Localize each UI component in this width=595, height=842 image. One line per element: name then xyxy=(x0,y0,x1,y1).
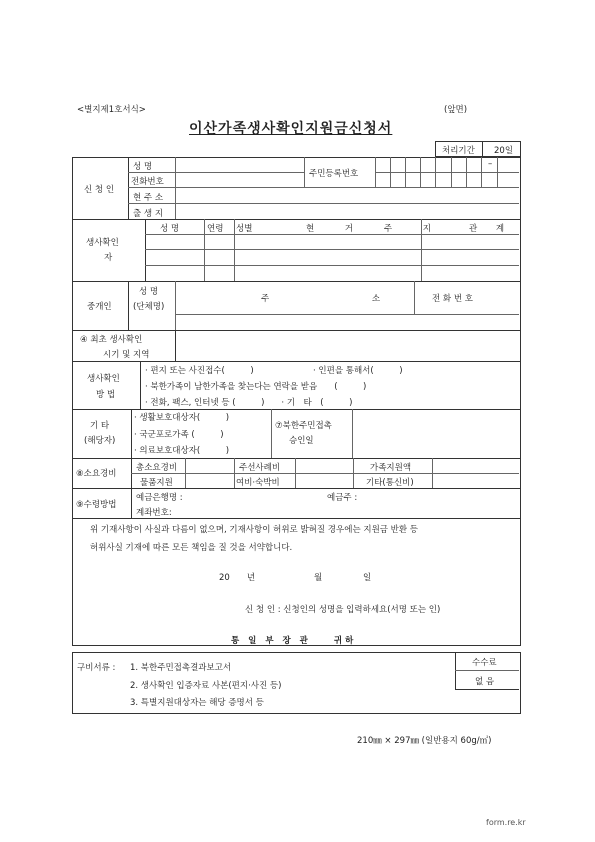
addressee: 통 일 부 장 관 귀하 xyxy=(231,636,357,646)
method-letter-photo[interactable]: · 편지 또는 사진접수( ) xyxy=(145,366,254,376)
form-title: 이산가족생사확인지원금신청서 xyxy=(189,121,393,137)
applicant-phone-field[interactable] xyxy=(176,173,303,186)
other-medical-protection[interactable]: · 의료보호대상자( ) xyxy=(134,446,230,456)
confirmee-section-label: 생사확인 xyxy=(86,238,119,248)
method-messenger[interactable]: · 인편을 통해서( ) xyxy=(313,366,403,376)
account-holder-label: 예금주 : xyxy=(327,493,358,503)
applicant-section-label: 신 청 인 xyxy=(84,185,115,195)
confirmee-section-label-2: 자 xyxy=(104,253,113,263)
fee-value: 없 음 xyxy=(475,677,495,687)
applicant-birthplace-field[interactable] xyxy=(176,204,518,218)
first-confirm-label-2: 시기 및 지역 xyxy=(103,350,150,360)
processing-period-value: 20일 xyxy=(494,146,514,156)
applicant-signature[interactable]: 신 청 인 : 신청인의 성명을 입력하세요(서명 또는 인) xyxy=(245,605,441,615)
first-confirm-field[interactable] xyxy=(176,331,518,360)
applicant-address-field[interactable] xyxy=(176,188,518,202)
cost-family-support-label: 가족지원액 xyxy=(370,463,412,473)
account-number-label: 계좌번호: xyxy=(136,508,172,518)
confirmee-header-residence: 현 거 주 지 xyxy=(306,224,445,234)
applicant-address-label: 현 주 소 xyxy=(133,193,164,203)
applicant-phone-label: 전화번호 xyxy=(131,177,164,187)
fee-label: 수수료 xyxy=(472,658,497,668)
cost-total-label: 총소요경비 xyxy=(136,463,178,473)
other-pow-family[interactable]: · 국군포로가족 ( ) xyxy=(134,430,224,440)
broker-section-label: 중개인 xyxy=(87,302,112,312)
form-number: <별지제1호서식> xyxy=(77,105,146,115)
date-year[interactable]: 20 년 xyxy=(219,573,256,583)
paper-spec: 210㎜ × 297㎜ (일반용지 60g/㎡) xyxy=(357,736,492,746)
broker-info-field[interactable] xyxy=(176,315,518,329)
method-contact-from-north[interactable]: · 북한가족이 남한가족을 찾는다는 연락을 받음 ( ) xyxy=(145,382,367,392)
resident-number-field[interactable] xyxy=(376,158,518,186)
cost-goods-label: 물품지원 xyxy=(140,478,173,488)
processing-period-box xyxy=(435,141,521,157)
contact-approval-label-2: 승인일 xyxy=(289,436,314,446)
pledge-text-line1: 위 기재사항이 사실과 다름이 없으며, 기재사항이 허위로 밝혀질 경우에는 지원금 반환 등 xyxy=(90,525,419,535)
date-day[interactable]: 일 xyxy=(363,573,372,583)
applicant-birthplace-label: 출 생 지 xyxy=(133,209,164,219)
method-section-label-2: 방 법 xyxy=(96,390,116,400)
bank-name-label: 예금은행명 : xyxy=(136,493,183,503)
document-item-1: 1. 북한주민접촉결과보고서 xyxy=(130,663,232,673)
confirmee-header-sex: 성별 xyxy=(236,224,253,234)
footer-site: form.re.kr xyxy=(486,818,526,827)
cost-broker-fee-label: 주선사례비 xyxy=(239,463,281,473)
cost-etc-label: 기타(통신비) xyxy=(366,478,414,488)
confirmee-header-relation: 관 계 xyxy=(469,224,513,234)
applicant-name-field[interactable] xyxy=(176,158,303,171)
contact-approval-label: ⑦북한주민접촉 xyxy=(275,421,332,431)
receipt-section-label: ⑨수령방법 xyxy=(76,500,117,510)
method-phone-fax-internet[interactable]: · 전화, 팩스, 인터넷 등 ( ) · 기 타 ( ) xyxy=(145,398,353,408)
cost-travel-label: 여비·숙박비 xyxy=(236,478,280,488)
other-livelihood-protection[interactable]: · 생활보호대상자( ) xyxy=(134,413,230,423)
other-section-label: 기 타 xyxy=(90,421,110,431)
confirmee-header-name: 성 명 xyxy=(160,224,180,234)
pledge-text-line2: 허위사실 기재에 따른 모든 책임을 질 것을 서약합니다. xyxy=(90,543,293,553)
costs-section-label: ⑧소요경비 xyxy=(76,469,117,479)
date-month[interactable]: 월 xyxy=(314,573,323,583)
broker-name-label: 성 명 xyxy=(139,287,159,297)
documents-label: 구비서류 : xyxy=(77,663,116,673)
other-section-label-2: (해당자) xyxy=(84,436,116,446)
resident-number-dash: – xyxy=(488,159,493,169)
broker-name-label-2: (단체명) xyxy=(133,302,165,312)
contact-approval-date-field[interactable] xyxy=(353,410,518,457)
page-side-label: (앞면) xyxy=(444,105,468,115)
broker-address-label: 주 소 xyxy=(261,294,431,304)
broker-phone-label: 전 화 번 호 xyxy=(432,294,473,304)
resident-number-label: 주민등록번호 xyxy=(309,169,359,179)
method-section-label: 생사확인 xyxy=(87,374,120,384)
document-item-2: 2. 생사확인 입증자료 사본(편지·사진 등) xyxy=(130,681,282,691)
applicant-name-label: 성 명 xyxy=(133,162,153,172)
confirmee-rows[interactable] xyxy=(146,235,518,280)
document-item-3: 3. 특별지원대상자는 해당 증명서 등 xyxy=(130,698,264,708)
processing-period-label: 처리기간 xyxy=(442,146,475,156)
first-confirm-label: ④ 최초 생사확인 xyxy=(80,335,143,345)
confirmee-header-age: 연령 xyxy=(207,224,224,234)
